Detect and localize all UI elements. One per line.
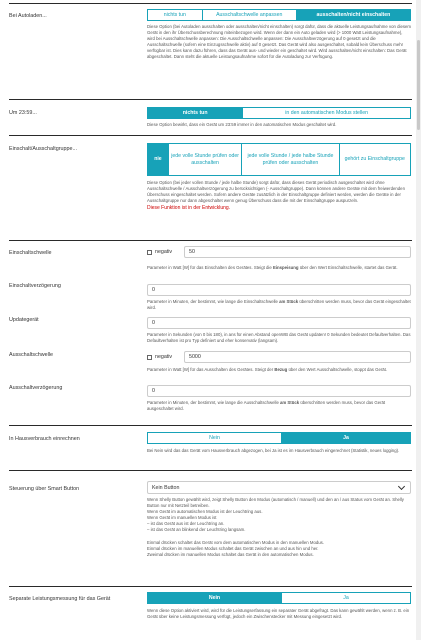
smartbutton-label: Steuerung über Smart Button: [9, 486, 80, 492]
schaltgruppe-description: [147, 180, 411, 212]
schaltgruppe-description-text: Diese Option (bei jeder vollen Stunde / jede halbe Stunde) sorgt dafür, dass dieses Gerät periodisch ausgeschaltet wird ohne Ausschaltschwelle / Ausschaltverzögerung zu berücksichtigen (- Ausschaltgruppe). Dann können andere Geräte mit dem freiwerdenden Überschuss eingeschaltet werden. Sofern andere Geräte zusätzlich in der Einschaltgruppe definiert werden, werden die Geräte in der Ausschaltgruppe nur dann abgeschaltet wenn genug Überschuss dass die mit der Einschaltgruppe auspurzeln.: [147, 180, 405, 204]
desc-text: über den Wert Einschaltschwelle, startet das Gerät.: [298, 265, 398, 270]
um2359-description: Diese Option bewirkt, dass ein Gerät um 23:59 immer in den automatischen Modus geschaltet wird.: [147, 122, 337, 127]
desc-text: Parameter in Minuten, der bestimmt, wie lange die Ausschaltschwelle: [147, 400, 281, 405]
einschaltschwelle-input[interactable]: 50: [184, 246, 411, 258]
schaltgruppe-option-volle-stunde[interactable]: jede volle Stunde prüfen oder ausschalten: [168, 144, 241, 175]
schaltgruppe-label: Einschalt/Ausschaltgruppe...: [9, 146, 78, 152]
divider-6: [9, 586, 412, 587]
separate-option-ja[interactable]: Ja: [281, 593, 410, 603]
smartbutton-select[interactable]: [147, 481, 411, 494]
desc-text: überschritten werden muss, bevor das Gerät eingeschaltet wird.: [147, 299, 411, 311]
schaltgruppe-option-halbe-stunde[interactable]: jede volle Stunde / jede halbe Stunde prüfen oder ausschalten: [241, 144, 338, 175]
divider-2: [9, 135, 412, 136]
desc-line: – ist das Gerät an blinkend der Leuchtring langsam.: [147, 527, 246, 533]
separate-label: Separate Leistungsmessung für das Gerät: [9, 596, 111, 602]
ausschaltverzoegerung-label: Ausschaltverzögerung: [9, 385, 63, 391]
hausverbrauch-option-ja[interactable]: Ja: [281, 433, 410, 443]
desc-line: Einmal drücken im manuellen Modus schaltet das Gerät zwischen an und aus hin und her.: [147, 545, 319, 551]
separate-option-nein[interactable]: Nein: [148, 593, 281, 603]
chevron-down-icon: [398, 482, 405, 489]
schaltgruppe-toggle-group: [147, 143, 411, 176]
einschaltschwelle-label: Einschaltschwelle: [9, 250, 52, 256]
desc-strong: am Stück: [279, 299, 299, 304]
desc-strong: am Stück: [280, 400, 300, 405]
ausschaltschwelle-input[interactable]: 5000: [184, 351, 411, 363]
um2359-option-automatik[interactable]: in den automatischen Modus stellen: [242, 108, 410, 118]
smartbutton-selected: Kein Button: [152, 484, 180, 491]
um2359-label: Um 23:59...: [9, 110, 37, 116]
hausverbrauch-option-nein[interactable]: Nein: [148, 433, 281, 443]
desc-text: Parameter in Minuten, der bestimmt, wie lange die Einschaltschwelle: [147, 299, 280, 304]
einschaltverzoegerung-label: Einschaltverzögerung: [9, 283, 61, 289]
top-divider: [9, 3, 412, 4]
um2359-toggle-group: [147, 107, 411, 119]
autoladen-option-nichts-tun[interactable]: nichts tun: [148, 10, 202, 20]
desc-strong: Bezug: [274, 367, 288, 372]
desc-strong: Einspeisung: [272, 265, 299, 270]
updategeraet-input[interactable]: 0: [147, 317, 411, 329]
checkbox-label: negativ: [155, 249, 173, 255]
divider-5: [9, 470, 412, 471]
autoladen-toggle-group: [147, 9, 411, 21]
divider-1: [9, 99, 412, 100]
smartbutton-description: [147, 497, 411, 558]
ausschaltschwelle-negativ-checkbox[interactable]: [147, 354, 172, 360]
desc-line: Wenn Shelly Button gewählt wird, zeigt Shelly Button den Modus (automatisch / manuell) und den an / aus Status vom Gerät an. Shelly Button nur mit Netzteil betreiben.: [147, 497, 404, 509]
updategeraet-label: Updategerät: [9, 317, 39, 323]
schaltgruppe-option-einschaltgruppe[interactable]: gehört zu Einschaltgruppe: [339, 144, 410, 175]
desc-line: Zweimal drücken im manuellen Modus schaltet das Gerät in den automatischen Modus.: [147, 551, 314, 557]
divider-4: [9, 425, 412, 426]
checkbox-label: negativ: [155, 354, 173, 360]
desc-line: Einmal drücken schaltet das Gerät vom dem automatischen Modus in den manuellen Modus.: [147, 539, 324, 545]
ausschaltschwelle-label: Ausschaltschwelle: [9, 352, 54, 358]
scrollbar-thumb[interactable]: [417, 40, 420, 130]
checkbox-box[interactable]: [147, 250, 152, 255]
autoladen-description: Diese Option (bei Autoladen ausschalten oder ausschalten/nicht einschalten) sorgt dafür, dass die aktuelle Leistungsaufnahme von diesem Gerät in den ihr Überschussberechnung miteinbezogen wird. Wenn der dann ein Auto geladen wird (> 1000 Watt Leistungsaufnahme), wird bei Ausschaltschwelle anpassen: Die Ausschaltschwelle anpassen: Die Ausschaltverzögerung auf 0 gesetzt und die Ausschaltschwelle (sofern eine Einzugsschwelle aktiv) auf 0 gesetzt. Das Gerät wird also ausgeschaltet, sobald kein Überschuss mehr verfügbar ist. Dies kann dazu führen, dass das Gerät aus- und wieder ein geschaltet wird. Wird ausschalten/nicht einschalten: Das Gerät abgeschaltet. Dann steht die aktuelle Leistungsaufnahme sofort für die Autoladung zur Verfügung.: [147, 24, 411, 60]
einschaltschwelle-negativ-checkbox[interactable]: [147, 249, 172, 255]
desc-text: Parameter in Watt [W] für das Ausschalten des Gerätes. Steigt der: [147, 367, 275, 372]
einschaltverzoegerung-input[interactable]: 0: [147, 284, 411, 296]
hausverbrauch-toggle-group: [147, 432, 411, 444]
desc-text: Parameter in Watt [W] für das Einschalten des Gerätes. Steigt die: [147, 265, 273, 270]
desc-text: über den Wert Ausschaltschwelle, stoppt das Gerät.: [287, 367, 388, 372]
einschaltschwelle-description: [147, 265, 411, 271]
desc-line: – ist das Gerät aus ist der Leuchtring an.: [147, 521, 225, 527]
ausschaltschwelle-description: [147, 367, 411, 373]
scrollbar[interactable]: [416, 0, 421, 640]
desc-line: Wenn Gerät im automatischen Modus ist der Leuchtring aus.: [147, 509, 263, 515]
ausschaltverzoegerung-description: [147, 400, 411, 412]
um2359-option-nichts-tun[interactable]: nichts tun: [148, 108, 242, 118]
separate-description: Wenn diese Option aktiviert wird, wird für die Leistungserfassung ein separater Gerät abgefragt. Das kann gewählt werden, wenn z. B. ein Gerät über keine Leistungsmessung verfügt, jedoch ein Zwischenstecker mit Messung eingesetzt wird.: [147, 608, 410, 620]
checkbox-box[interactable]: [147, 355, 152, 360]
schaltgruppe-option-nie[interactable]: nie: [148, 144, 168, 175]
einschaltverzoegerung-description: [147, 299, 411, 311]
divider-3: [9, 240, 412, 241]
desc-line: Wenn Gerät im manuellen Modus ist: [147, 515, 217, 521]
desc-text: überschritten werden muss, bevor das Gerät ausgeschaltet wird.: [147, 400, 386, 412]
separate-toggle-group: [147, 592, 411, 604]
autoladen-option-ausschalten[interactable]: ausschalten/nicht einschalten: [296, 10, 410, 20]
schaltgruppe-dev-note: Diese Funktion ist in der Entwicklung.: [147, 205, 231, 212]
autoladen-label: Bei Autoladen...: [9, 13, 47, 19]
updategeraet-description: Parameter in Sekunden (von 0 bis 180), in ans für einen Abstand openWB das Gerät updaten! 0 Sekunden bedeutet Defaultverhalten. Das Defaultverhalten ist pro Typ definiert und eher konservativ (langsam).: [147, 332, 411, 344]
hausverbrauch-description: Bei Nein wird das das Gerät vom Hausverbrauch abgezogen, bei Ja ist es im Hausverbrauch eingerechnet (Statistik, neues logging).: [147, 448, 400, 453]
hausverbrauch-label: In Hausverbrauch einrechnen: [9, 436, 80, 442]
autoladen-option-schwelle-anpassen[interactable]: Ausschaltschwelle anpassen: [202, 10, 296, 20]
ausschaltverzoegerung-input[interactable]: 0: [147, 385, 411, 397]
